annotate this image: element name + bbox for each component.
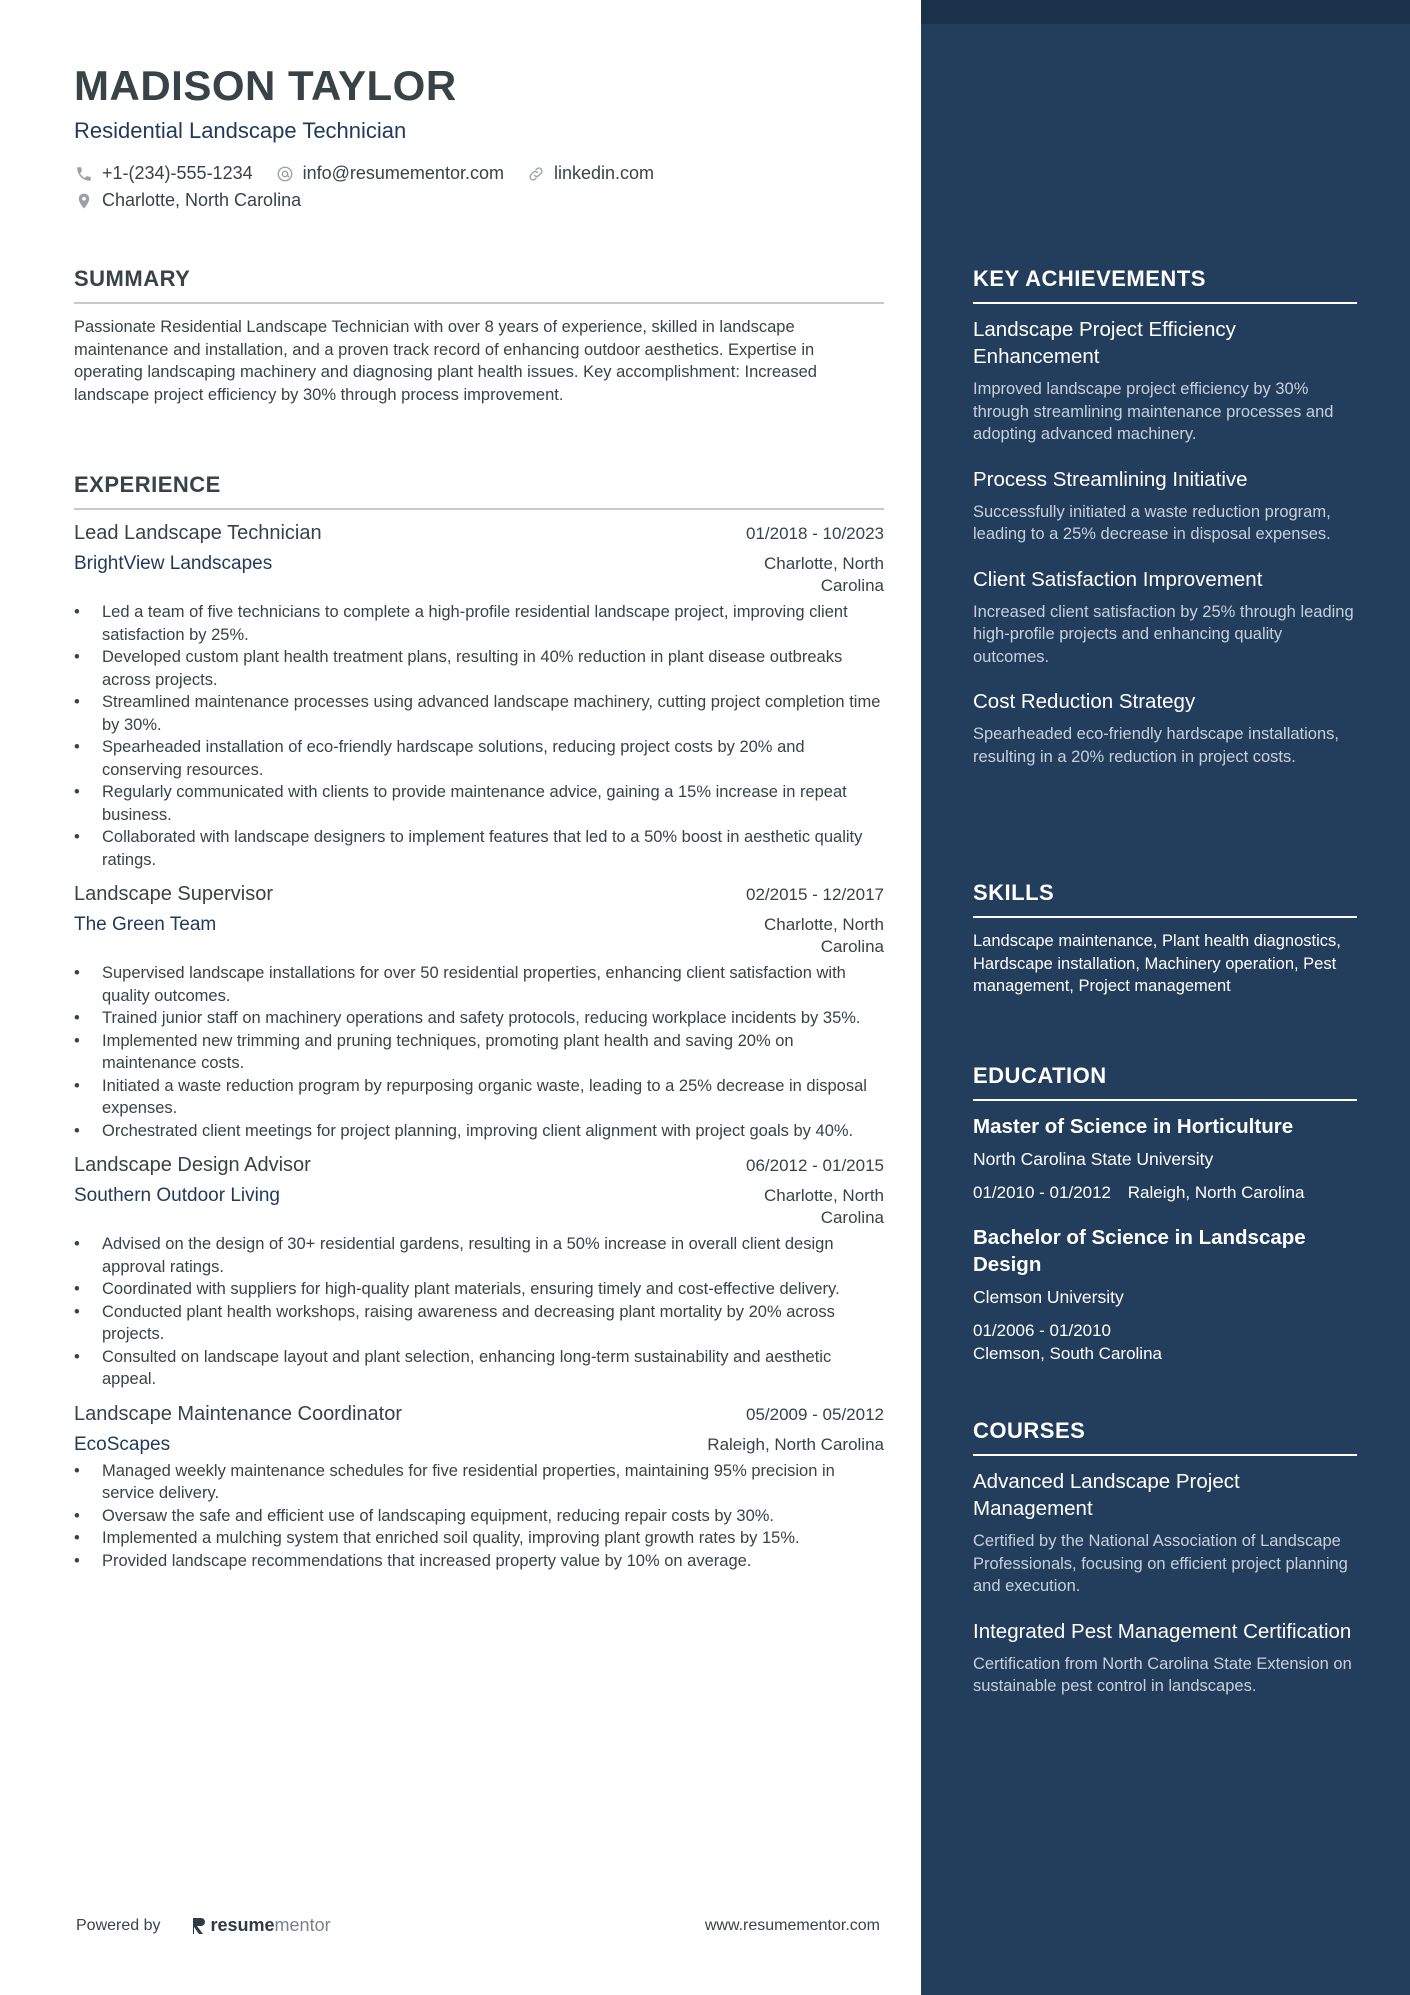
education-dates: 01/2010 - 01/2012 xyxy=(973,1183,1112,1202)
contact-info xyxy=(74,160,884,214)
footer-url[interactable]: www.resumementor.com xyxy=(704,1916,880,1934)
course-item xyxy=(973,1618,1357,1698)
achievement-text: Spearheaded eco-friendly hardscape installations, resulting in a 20% reduction in project costs. xyxy=(973,725,1339,766)
education-title: EDUCATION xyxy=(973,1063,1357,1101)
education-dates: 01/2006 - 01/2010 xyxy=(973,1321,1112,1340)
job-bullets xyxy=(74,1460,884,1573)
summary-section xyxy=(74,266,884,406)
summary-text: Passionate Residential Landscape Technician with over 8 years of experience, skilled in landscape maintenance and installation, and a proven track record of enhancing outdoor aesthetics. Expertise in operating landscaping machinery and diagnosing plant health issues. Key accomplishment: Increased landscape project efficiency by 30% through process improvement. xyxy=(74,318,817,404)
courses-section xyxy=(973,1418,1357,1698)
summary-title: SUMMARY xyxy=(74,266,884,304)
job-dates: 01/2018 - 10/2023 xyxy=(745,524,884,543)
bullet-item: • Provided landscape recommendations that increased property value by 10% on average. xyxy=(74,1550,884,1573)
job-company: EcoScapes xyxy=(74,1433,171,1455)
powered-by-label: Powered by xyxy=(76,1916,161,1934)
achievement-text: Increased client satisfaction by 25% through leading high-profile projects and enhancing quality outcomes. xyxy=(973,602,1354,666)
achievement-title: Process Streamlining Initiative xyxy=(973,467,1248,491)
brand-name-a: resume xyxy=(210,1915,275,1935)
job-company: Southern Outdoor Living xyxy=(74,1185,280,1206)
brand-logo[interactable] xyxy=(191,1915,331,1936)
achievement-item xyxy=(973,316,1357,446)
contact-linkedin[interactable] xyxy=(526,163,654,184)
link-icon xyxy=(526,164,546,184)
bullet-item: • Managed weekly maintenance schedules for five residential properties, maintaining 95% precision in service delivery. xyxy=(74,1460,884,1505)
bullet-item: • Implemented new trimming and pruning techniques, promoting plant health and saving 20% on maintenance costs. xyxy=(74,1030,884,1075)
achievement-item xyxy=(973,566,1357,669)
education-item xyxy=(973,1113,1357,1204)
contact-phone[interactable] xyxy=(74,163,253,184)
achievement-text: Improved landscape project efficiency by 30% through streamlining maintenance processes and adopting advanced machinery. xyxy=(973,380,1334,443)
school-name: North Carolina State University xyxy=(973,1149,1214,1169)
brand-name-b: mentor xyxy=(274,1915,331,1935)
contact-location xyxy=(74,190,301,211)
education-section xyxy=(973,1063,1357,1365)
phone-icon xyxy=(74,164,94,184)
bullet-item: • Spearheaded installation of eco-friendly hardscape solutions, reducing project costs by 20% and conserving resources. xyxy=(74,736,884,781)
achievement-item xyxy=(973,688,1357,768)
bullet-item: • Initiated a waste reduction program by repurposing organic waste, leading to a 25% decrease in disposal expenses. xyxy=(74,1075,884,1120)
job-bullets xyxy=(74,1233,884,1391)
skills-section xyxy=(973,880,1357,998)
bullet-item: • Consulted on landscape layout and plant selection, enhancing long-term sustainability and aesthetic appeal. xyxy=(74,1346,884,1391)
email-text: info@resumementor.com xyxy=(302,163,504,183)
page-footer xyxy=(76,1915,880,1936)
education-item xyxy=(973,1224,1357,1365)
job-entry xyxy=(74,1154,884,1391)
job-location: Charlotte, North Carolina xyxy=(764,1186,884,1227)
bullet-item: • Conducted plant health workshops, raising awareness and decreasing plant mortality by 20% across projects. xyxy=(74,1301,884,1346)
education-meta xyxy=(973,1181,1357,1204)
job-title: Landscape Design Advisor xyxy=(74,1154,311,1176)
location-text: Charlotte, North Carolina xyxy=(102,190,302,210)
achievement-title: Landscape Project Efficiency Enhancement xyxy=(973,318,1236,368)
course-text: Certified by the National Association of Landscape Professionals, focusing on efficient project planning and execution. xyxy=(973,1532,1348,1595)
bullet-item: • Implemented a mulching system that enriched soil quality, improving plant growth rates by 15%. xyxy=(74,1527,884,1550)
sidebar-top-band xyxy=(921,0,1410,24)
skills-title: SKILLS xyxy=(973,880,1357,918)
achievement-title: Cost Reduction Strategy xyxy=(973,690,1196,713)
job-company: BrightView Landscapes xyxy=(74,553,273,574)
experience-section xyxy=(74,472,884,1572)
bullet-item: • Developed custom plant health treatment plans, resulting in 40% reduction in plant disease outbreaks across projects. xyxy=(74,646,884,691)
job-bullets xyxy=(74,962,884,1142)
bullet-item: • Coordinated with suppliers for high-quality plant materials, ensuring timely and cost-effective delivery. xyxy=(74,1278,884,1301)
job-location: Charlotte, North Carolina xyxy=(764,554,884,595)
education-location: Raleigh, North Carolina xyxy=(1127,1183,1305,1202)
sidebar xyxy=(921,0,1410,1995)
job-entry xyxy=(74,1403,884,1573)
bullet-item: • Led a team of five technicians to complete a high-profile residential landscape project, improving client satisfaction by 25%. xyxy=(74,601,884,646)
school-name: Clemson University xyxy=(973,1287,1124,1307)
course-text: Certification from North Carolina State Extension on sustainable pest control in landscapes. xyxy=(973,1654,1352,1695)
bullet-item: • Streamlined maintenance processes using advanced landscape machinery, cutting project completion time by 30%. xyxy=(74,691,884,736)
skills-text: Landscape maintenance, Plant health diagnostics, Hardscape installation, Machinery operation, Pest management, Project management xyxy=(973,932,1341,995)
bullet-item: • Orchestrated client meetings for project planning, improving client alignment with project goals by 40%. xyxy=(74,1120,884,1143)
resumementor-logo-icon xyxy=(191,1916,207,1936)
job-dates: 05/2009 - 05/2012 xyxy=(745,1404,884,1424)
achievement-item xyxy=(973,466,1357,546)
education-meta xyxy=(973,1319,1357,1365)
bullet-item: • Supervised landscape installations for over 50 residential properties, enhancing client satisfaction with quality outcomes. xyxy=(74,962,884,1007)
job-location: Raleigh, North Carolina xyxy=(707,1434,884,1454)
job-title: Landscape Maintenance Coordinator xyxy=(74,1402,402,1425)
degree-title: Bachelor of Science in Landscape Design xyxy=(973,1226,1306,1276)
education-location: Clemson, South Carolina xyxy=(973,1344,1162,1363)
achievements-section xyxy=(973,266,1357,768)
courses-title: COURSES xyxy=(973,1418,1357,1456)
job-title: Lead Landscape Technician xyxy=(74,522,322,544)
bullet-item: • Collaborated with landscape designers to implement features that led to a 50% boost in aesthetic quality ratings. xyxy=(74,826,884,871)
job-bullets xyxy=(74,601,884,871)
bullet-item: • Regularly communicated with clients to provide maintenance advice, gaining a 15% increase in repeat business. xyxy=(74,781,884,826)
job-company: The Green Team xyxy=(74,914,217,935)
achievement-title: Client Satisfaction Improvement xyxy=(973,567,1263,591)
candidate-role: Residential Landscape Technician xyxy=(74,118,407,143)
course-title: Integrated Pest Management Certification xyxy=(973,1619,1352,1643)
course-item xyxy=(973,1468,1357,1598)
linkedin-text: linkedin.com xyxy=(553,163,655,183)
bullet-item: • Advised on the design of 30+ residential gardens, resulting in a 50% increase in overall client design approval ratings. xyxy=(74,1233,884,1278)
achievement-text: Successfully initiated a waste reduction program, leading to a 25% decrease in disposal expenses. xyxy=(973,502,1331,543)
job-entry xyxy=(74,883,884,1142)
job-entry xyxy=(74,522,884,871)
candidate-name: MADISON TAYLOR xyxy=(74,62,457,109)
at-icon xyxy=(275,164,295,184)
bullet-item: • Trained junior staff on machinery operations and safety protocols, reducing workplace incidents by 35%. xyxy=(74,1007,884,1030)
job-dates: 06/2012 - 01/2015 xyxy=(745,1156,884,1175)
contact-email[interactable] xyxy=(275,163,504,184)
powered-by xyxy=(76,1915,331,1936)
bullet-item: • Oversaw the safe and efficient use of landscaping equipment, reducing repair costs by 30%. xyxy=(74,1505,884,1528)
job-location: Charlotte, North Carolina xyxy=(764,915,884,956)
job-dates: 02/2015 - 12/2017 xyxy=(745,885,884,904)
course-title: Advanced Landscape Project Management xyxy=(973,1470,1240,1520)
job-title: Landscape Supervisor xyxy=(74,883,274,905)
location-pin-icon xyxy=(74,191,94,211)
degree-title: Master of Science in Horticulture xyxy=(973,1115,1294,1138)
experience-title: EXPERIENCE xyxy=(74,472,884,510)
phone-text: +1-(234)-555-1234 xyxy=(102,163,253,183)
achievements-title: KEY ACHIEVEMENTS xyxy=(973,266,1357,304)
